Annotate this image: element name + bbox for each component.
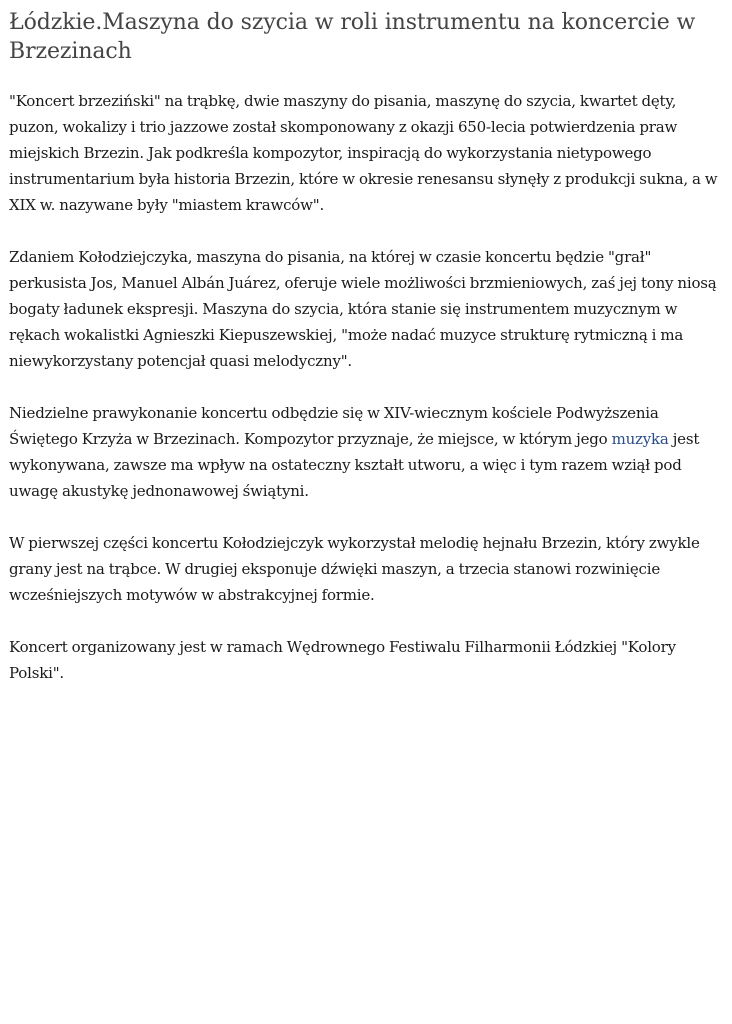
article-paragraph [9, 400, 723, 504]
article-body [9, 88, 723, 686]
paragraph-text: jest wykonywana, zawsze ma wpływ na ostateczny kształt utworu, a więc i tym razem wziął pod uwagę akustykę jednonawowej świątyni. [9, 430, 700, 500]
paragraph-text: Niedzielne prawykonanie koncertu odbędzie się w XIV-wiecznym kościele Podwyższenia Świętego Krzyża w Brzezinach. Kompozytor przyznaje, że miejsce, w którym jego [9, 404, 659, 448]
article-title: Łódzkie.Maszyna do szycia w roli instrumentu na koncercie w Brzezinach [9, 10, 696, 64]
article-paragraph: Zdaniem Kołodziejczyka, maszyna do pisania, na której w czasie koncertu będzie "grał" perkusista Jos, Manuel Albán Juárez, oferuje wiele możliwości brzmieniowych, zaś jej tony niosą bogaty ładunek ekspresji. Maszyna do szycia, która stanie się instrumentem muzycznym w rękach wokalistki Agnieszki Kiepuszewskiej, "może nadać muzyce strukturę rytmiczną i ma niewykorzystany potencjał quasi melodyczny". [9, 248, 717, 370]
article [9, 8, 723, 712]
music-link[interactable]: muzyka [611, 430, 669, 448]
article-paragraph: Koncert organizowany jest w ramach Wędrownego Festiwalu Filharmonii Łódzkiej "Kolory Polski". [9, 638, 676, 682]
article-paragraph: "Koncert brzeziński" na trąbkę, dwie maszyny do pisania, maszynę do szycia, kwartet dęty, puzon, wokalizy i trio jazzowe został skomponowany z okazji 650-lecia potwierdzenia praw miejskich Brzezin. Jak podkreśla kompozytor, inspiracją do wykorzystania nietypowego instrumentarium była historia Brzezin, które w okresie renesansu słynęły z produkcji sukna, a w XIX w. nazywane były "miastem krawców". [9, 92, 718, 214]
article-paragraph: W pierwszej części koncertu Kołodziejczyk wykorzystał melodię hejnału Brzezin, który zwykle grany jest na trąbce. W drugiej eksponuje dźwięki maszyn, a trzecia stanowi rozwinięcie wcześniejszych motywów w abstrakcyjnej formie. [9, 534, 700, 604]
